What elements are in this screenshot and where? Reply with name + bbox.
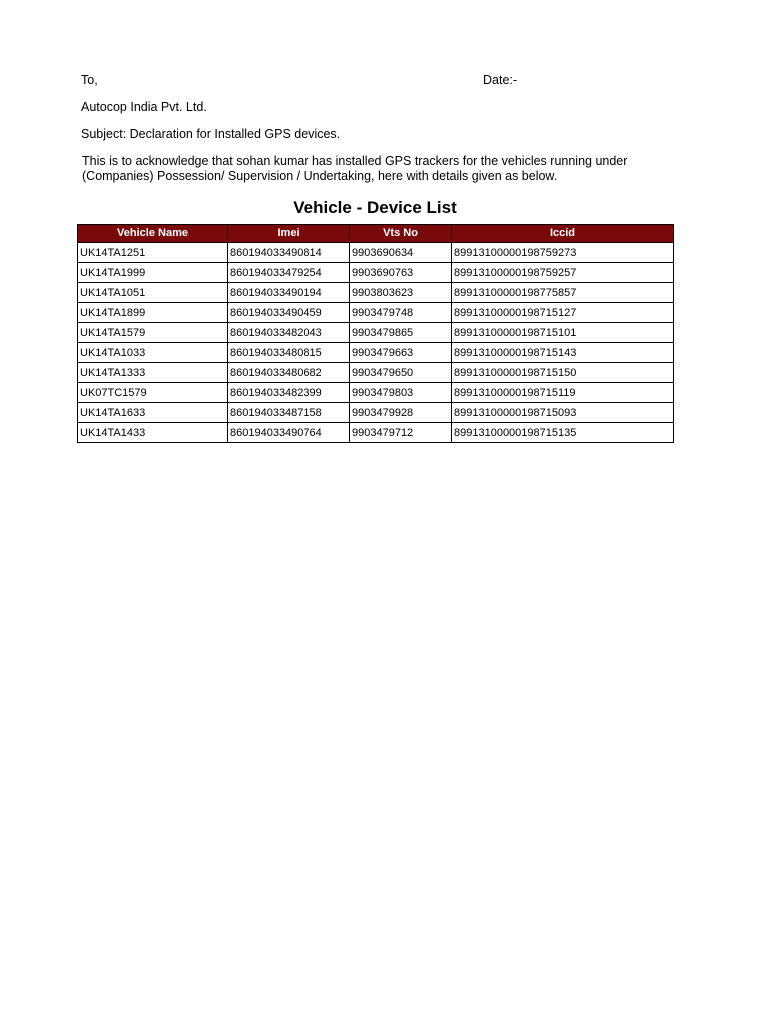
date-label: Date:- (483, 73, 518, 87)
vts-no-cell: 9903690763 (350, 263, 452, 283)
table-header-row (78, 225, 674, 243)
column-header-imei: Imei (228, 225, 350, 243)
vehicle-name-cell: UK14TA1633 (78, 403, 228, 423)
imei-cell: 860194033490459 (228, 303, 350, 323)
imei-cell: 860194033479254 (228, 263, 350, 283)
imei-cell: 860194033490194 (228, 283, 350, 303)
imei-cell: 860194033490764 (228, 423, 350, 443)
list-title: Vehicle - Device List (293, 198, 457, 217)
table-row (78, 323, 674, 343)
vts-no-cell: 9903479865 (350, 323, 452, 343)
iccid-cell: 89913100000198715093 (452, 403, 674, 423)
table-body (78, 243, 674, 443)
vts-no-cell: 9903479803 (350, 383, 452, 403)
vehicle-name-cell: UK14TA1899 (78, 303, 228, 323)
vts-no-cell: 9903479928 (350, 403, 452, 423)
acknowledgement-line-2: (Companies) Possession/ Supervision / Undertaking, here with details given as below. (82, 169, 558, 183)
vehicle-device-table (77, 224, 674, 443)
vts-no-cell: 9903479712 (350, 423, 452, 443)
column-header-vehicle-name: Vehicle Name (78, 225, 228, 243)
iccid-cell: 89913100000198759273 (452, 243, 674, 263)
salutation-to: To, (81, 73, 98, 87)
imei-cell: 860194033480682 (228, 363, 350, 383)
recipient-company: Autocop India Pvt. Ltd. (81, 100, 207, 114)
table-row (78, 263, 674, 283)
table-row (78, 303, 674, 323)
vehicle-name-cell: UK14TA1051 (78, 283, 228, 303)
imei-cell: 860194033490814 (228, 243, 350, 263)
imei-cell: 860194033487158 (228, 403, 350, 423)
iccid-cell: 89913100000198715119 (452, 383, 674, 403)
iccid-cell: 89913100000198715135 (452, 423, 674, 443)
table-row (78, 283, 674, 303)
vts-no-cell: 9903479650 (350, 363, 452, 383)
table-row (78, 403, 674, 423)
table-row (78, 363, 674, 383)
vehicle-name-cell: UK14TA1433 (78, 423, 228, 443)
table-row (78, 383, 674, 403)
vehicle-name-cell: UK14TA1033 (78, 343, 228, 363)
vts-no-cell: 9903479663 (350, 343, 452, 363)
imei-cell: 860194033482399 (228, 383, 350, 403)
iccid-cell: 89913100000198715150 (452, 363, 674, 383)
iccid-cell: 89913100000198715101 (452, 323, 674, 343)
vts-no-cell: 9903803623 (350, 283, 452, 303)
iccid-cell: 89913100000198775857 (452, 283, 674, 303)
iccid-cell: 89913100000198715127 (452, 303, 674, 323)
iccid-cell: 89913100000198759257 (452, 263, 674, 283)
vehicle-name-cell: UK14TA1333 (78, 363, 228, 383)
column-header-iccid: Iccid (452, 225, 674, 243)
table-row (78, 243, 674, 263)
vehicle-name-cell: UK14TA1999 (78, 263, 228, 283)
column-header-vts-no: Vts No (350, 225, 452, 243)
vehicle-name-cell: UK14TA1579 (78, 323, 228, 343)
imei-cell: 860194033480815 (228, 343, 350, 363)
subject-line: Subject: Declaration for Installed GPS devices. (81, 127, 341, 141)
table-row (78, 343, 674, 363)
iccid-cell: 89913100000198715143 (452, 343, 674, 363)
imei-cell: 860194033482043 (228, 323, 350, 343)
vts-no-cell: 9903479748 (350, 303, 452, 323)
table-row (78, 423, 674, 443)
vts-no-cell: 9903690634 (350, 243, 452, 263)
acknowledgement-line-1: This is to acknowledge that sohan kumar has installed GPS trackers for the vehicles running under (82, 154, 628, 168)
vehicle-name-cell: UK14TA1251 (78, 243, 228, 263)
vehicle-name-cell: UK07TC1579 (78, 383, 228, 403)
